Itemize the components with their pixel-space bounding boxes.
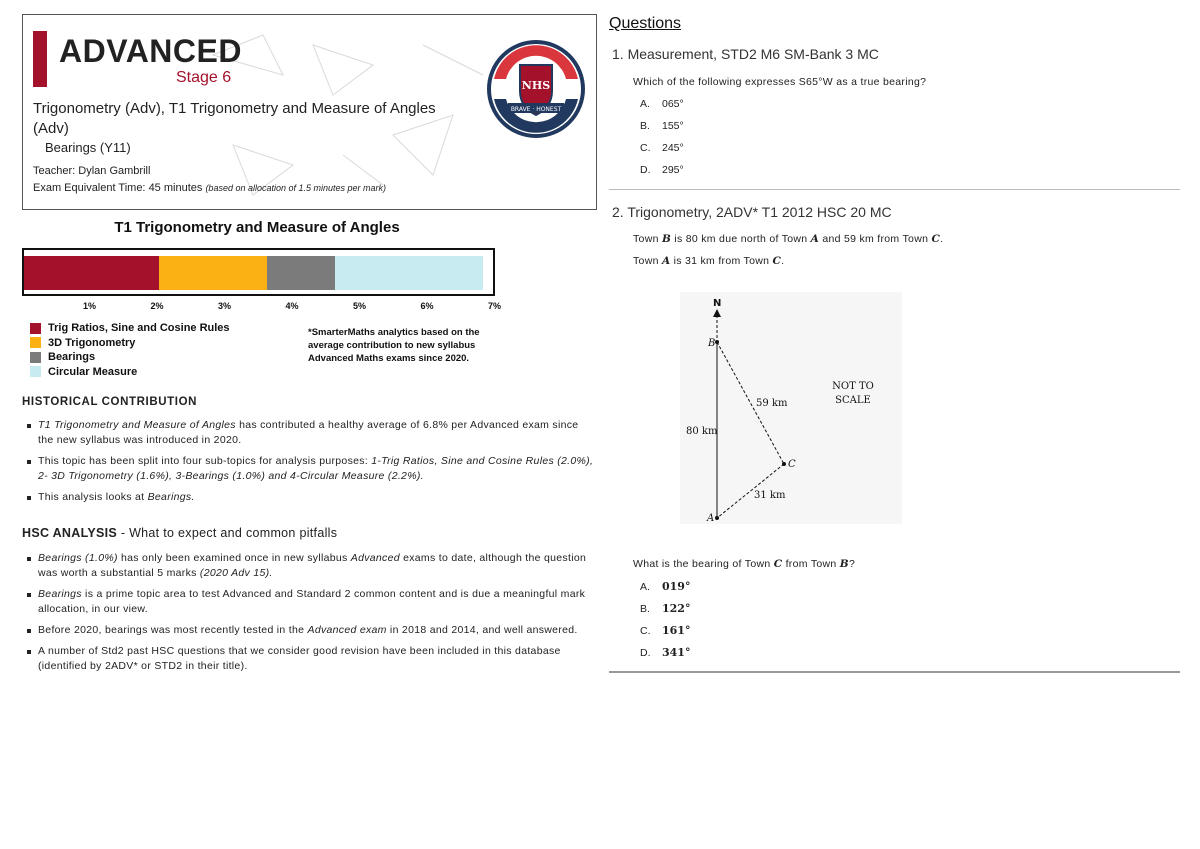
not-to-scale-1: NOT TO [832,381,874,392]
legend-swatch [30,366,41,377]
point-b [715,340,719,344]
question-2-line-1: Town B is 80 km due north of Town A and 59 km from Town C. [633,233,944,245]
label-31km: 31 km [754,490,786,501]
school-crest-logo [486,39,586,139]
question-1-title: 1. Measurement, STD2 M6 SM-Bank 3 MC [612,46,879,62]
legend-label: Bearings [48,351,96,363]
teacher-line [33,165,150,177]
x-tick-label: 5% [352,301,367,311]
question-2-ask: What is the bearing of Town C from Town B? [633,558,856,570]
subtopic-title: Bearings (Y11) [45,140,131,155]
q2-option-c[interactable]: C. 161° [640,624,691,637]
legend-item [30,322,230,334]
point-a [715,516,719,520]
chart-title: T1 Trigonometry and Measure of Angles [114,219,400,236]
legend-label: Trig Ratios, Sine and Cosine Rules [48,322,230,334]
stage-label: Stage 6 [176,69,232,86]
q1-option-a[interactable]: A. 065° [640,98,684,110]
exam-time-label: Exam Equivalent Time: [33,182,146,194]
list-item: This analysis looks at Bearings. [22,490,597,505]
analytics-note: *SmarterMaths analytics based on the average contribution to new syllabus Advanced Maths exams since 2020. [308,327,480,364]
list-item: A number of Std2 past HSC questions that we consider good revision have been included in this database (identified by 2ADV* or STD2 in their title). [22,644,597,674]
north-label: N [713,298,722,309]
bar-segment-1 [24,256,159,290]
stacked-bar-chart [22,248,495,296]
point-c [782,462,786,466]
exam-time-line [33,182,386,194]
hsc-heading: HSC ANALYSIS - What to expect and common pitfalls [22,526,338,540]
bearing-diagram [680,292,902,524]
bar-segment-2 [159,256,267,290]
q2-option-b[interactable]: B. 122° [640,602,691,615]
q1-option-c[interactable]: C. 245° [640,142,684,154]
label-80km: 80 km [686,426,718,437]
legend-swatch [30,352,41,363]
q1-option-d[interactable]: D. 295° [640,164,684,176]
legend-label: 3D Trigonometry [48,336,136,349]
q2-option-d[interactable]: D. 341° [640,646,691,659]
question-2-line-2: Town A is 31 km from Town C. [633,255,785,267]
x-tick-label: 1% [82,301,97,311]
legend-swatch [30,323,41,334]
logo-motto: BRAVE · HONEST [510,106,562,113]
label-59km: 59 km [756,398,788,409]
teacher-label: Teacher: [33,165,76,177]
x-tick-label: 2% [150,301,164,311]
legend-item [30,337,135,349]
list-item: T1 Trigonometry and Measure of Angles has contributed a healthy average of 6.8% per Advanced exam since the new syllabus was introduced in 2020. [22,418,597,448]
hsc-list [22,551,597,680]
x-tick-label: 3% [217,301,232,311]
exam-time-value: 45 minutes [148,182,203,194]
brand-title: ADVANCED [59,33,242,69]
x-tick-label: 4% [285,301,299,311]
question-divider [609,189,1180,190]
question-2-title: 2. Trigonometry, 2ADV* T1 2012 HSC 20 MC [612,204,892,220]
legend-swatch [30,337,41,348]
label-a: A [707,513,715,524]
not-to-scale-2: SCALE [835,395,871,406]
topic-title: Trigonometry (Adv), T1 Trigonometry and Measure of Angles (Adv) [33,100,436,137]
x-tick-label: 7% [487,301,502,311]
list-item: Bearings (1.0%) has only been examined once in new syllabus Advanced exams to date, although the question was worth a substantial 5 marks (2020 Adv 15). [22,551,597,581]
teacher-name: Dylan Gambrill [78,165,151,177]
brand-accent-bar [33,31,47,87]
legend-item [30,366,137,378]
question-divider [609,671,1180,673]
q1-option-b[interactable]: B. 155° [640,120,684,132]
list-item: Bearings is a prime topic area to test Advanced and Standard 2 common content and is due a meaningful mark allocation, in our view. [22,587,597,617]
historical-list [22,418,597,511]
list-item: This topic has been split into four sub-topics for analysis purposes: 1-Trig Ratios, Sine and Cosine Rules (2.0%), 2- 3D Trigonometry (1.6%), 3-Bearings (1.0%) and 4-Circular Measure (2.2%). [22,454,597,484]
bar-segment-3 [267,256,335,290]
label-c: C [788,459,796,470]
list-item: Before 2020, bearings was most recently tested in the Advanced exam in 2018 and 2014, and well answered. [22,623,597,638]
legend-item [30,351,95,363]
legend-label: Circular Measure [48,365,138,378]
q2-option-a[interactable]: A. 019° [640,580,691,593]
question-1-text: Which of the following expresses S65°W as a true bearing? [633,76,927,88]
questions-heading: Questions [609,15,682,32]
bar-segment-4 [335,256,484,290]
x-tick-label: 6% [420,301,434,311]
header-box [22,14,597,210]
historical-heading: HISTORICAL CONTRIBUTION [22,396,198,408]
logo-text: NHS [521,79,551,92]
label-b: B [708,338,716,349]
exam-time-note: (based on allocation of 1.5 minutes per mark) [205,183,387,193]
